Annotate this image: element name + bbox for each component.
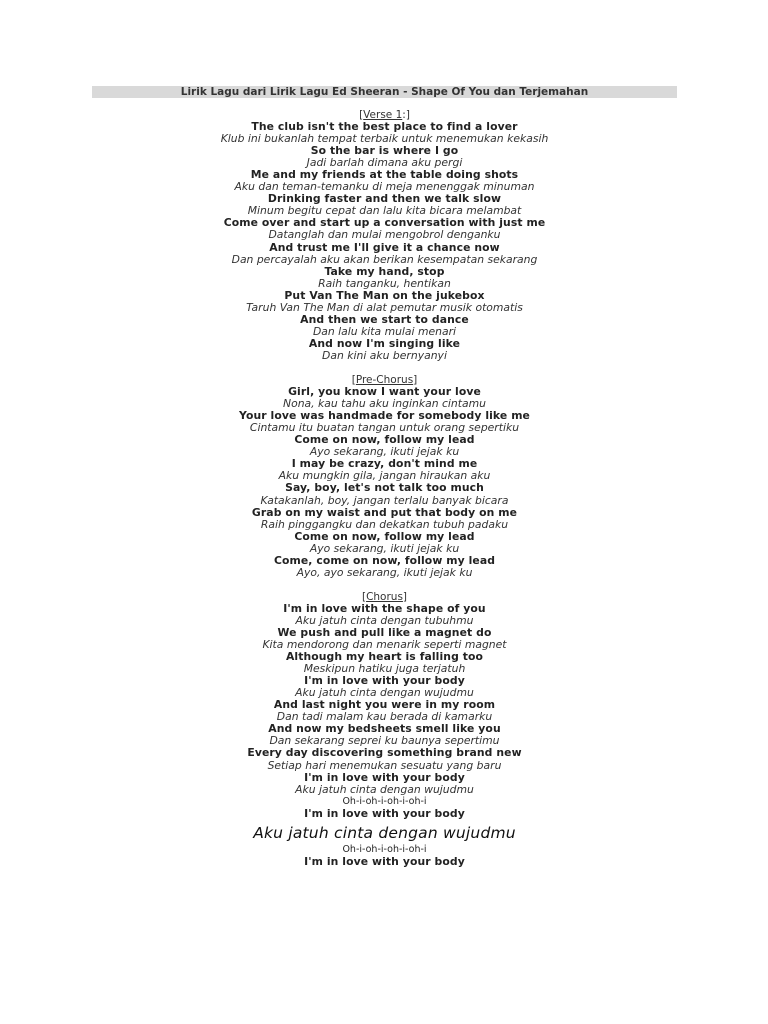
lyric-line-en: Come over and start up a conversation with just me [223, 216, 546, 230]
lyric-line-en: And now I'm singing like [308, 336, 461, 350]
lyric-line-translation: Dan sekarang seprei ku baunya sepertimu [269, 734, 500, 748]
lyric-line-en: I'm in love with the shape of you [283, 601, 486, 615]
lyric-line-en: I may be crazy, don't mind me [291, 457, 478, 471]
lyric-line-en: Grab on my waist and put that body on me [251, 505, 518, 519]
lyric-line-en: We push and pull like a magnet do [277, 626, 492, 640]
lyric-line-translation: Aku jatuh cinta dengan tubuhmu [295, 613, 474, 627]
lyric-line-translation: Aku jatuh cinta dengan wujudmu [295, 782, 474, 796]
lyric-line-translation: Aku mungkin gila, jangan hiraukan aku [278, 469, 491, 483]
lyric-line-en: Come on now, follow my lead [294, 529, 475, 543]
section-heading-pre-chorus: [Pre-Chorus] [351, 374, 418, 387]
lyric-line-en: I'm in love with your body [304, 854, 465, 868]
lyric-line-translation: Datanglah dan mulai mengobrol denganku [268, 228, 501, 242]
section-name: Pre-Chorus [355, 374, 414, 387]
document-title: Lirik Lagu dari Lirik Lagu Ed Sheeran - Shape Of You dan Terjemahan [92, 86, 677, 98]
lyric-line-translation: Klub ini bukanlah tempat terbaik untuk menemukan kekasih [220, 132, 549, 146]
lyric-line-translation: Aku jatuh cinta dengan wujudmu [295, 686, 474, 700]
lyrics-body [92, 109, 677, 868]
lyric-line-en: So the bar is where I go [310, 144, 459, 158]
lyric-line-en: Take my hand, stop [324, 264, 445, 278]
lyric-line-translation: Taruh Van The Man di alat pemutar musik otomatis [246, 300, 523, 314]
lyric-line-translation: Ayo, ayo sekarang, ikuti jejak ku [296, 565, 473, 579]
section-heading-chorus: [Chorus] [361, 590, 408, 603]
lyric-line-translation: Ayo sekarang, ikuti jejak ku [309, 541, 460, 555]
lyric-line-translation: Aku dan teman-temanku di meja menenggak minuman [234, 180, 535, 194]
lyric-line-en: Me and my friends at the table doing shots [250, 168, 519, 182]
lyric-line-en: I'm in love with your body [304, 806, 465, 820]
lyric-line-en: And now my bedsheets smell like you [268, 722, 501, 736]
lyric-line-translation: Kita mendorong dan menarik seperti magnet [262, 638, 507, 652]
lyric-line-translation: Meskipun hatiku juga terjatuh [303, 662, 466, 676]
lyric-line-en: I'm in love with your body [304, 674, 465, 688]
lyric-line-translation: Ayo sekarang, ikuti jejak ku [309, 445, 460, 459]
section-spacer [92, 579, 677, 591]
lyric-line-en: Drinking faster and then we talk slow [267, 192, 502, 206]
lyric-line-en: Girl, you know I want your love [288, 385, 481, 399]
lyric-line-translation: Katakanlah, boy, jangan terlalu banyak bicara [260, 493, 509, 507]
lyric-line-en: Come, come on now, follow my lead [273, 553, 496, 567]
section-heading-verse-1: [Verse 1:] [359, 109, 410, 121]
lyric-line-en: And last night you were in my room [273, 698, 496, 712]
lyric-line-translation: Minum begitu cepat dan lalu kita bicara melambat [247, 204, 522, 218]
section-spacer [92, 362, 677, 374]
lyric-line-translation: Dan percayalah aku akan berikan kesempatan sekarang [231, 252, 538, 266]
lyric-line-en: Put Van The Man on the jukebox [284, 288, 485, 302]
lyric-line-en: Although my heart is falling too [285, 650, 484, 664]
vocal-line: Oh-i-oh-i-oh-i-oh-i [342, 843, 427, 855]
lyric-line-en: Say, boy, let's not talk too much [285, 481, 484, 495]
lyric-line-translation: Dan lalu kita mulai menari [312, 324, 457, 338]
lyric-line-en: Your love was handmade for somebody like me [239, 409, 530, 423]
lyric-line-en: Come on now, follow my lead [294, 433, 475, 447]
lyric-line-en: And trust me I'll give it a chance now [269, 240, 500, 254]
lyric-line-en: The club isn't the best place to find a lover [251, 120, 518, 134]
lyric-line-translation: Setiap hari menemukan sesuatu yang baru [267, 758, 502, 772]
section-name: Verse 1 [363, 109, 403, 121]
section-name: Chorus [366, 590, 403, 603]
lyric-line-en: I'm in love with your body [304, 770, 465, 784]
lyric-line-translation: Jadi barlah dimana aku pergi [306, 156, 463, 170]
lyric-line-translation: Dan tadi malam kau berada di kamarku [276, 710, 493, 724]
lyric-line-translation: Raih tanganku, hentikan [318, 276, 451, 290]
lyric-line-en: And then we start to dance [300, 312, 469, 326]
vocal-line: Oh-i-oh-i-oh-i-oh-i [342, 795, 427, 807]
lyric-line-translation: Nona, kau tahu aku inginkan cintamu [283, 397, 486, 411]
lyric-line-translation-large: Aku jatuh cinta dengan wujudmu [253, 823, 516, 842]
lyric-line-translation: Raih pinggangku dan dekatkan tubuh padaku [260, 517, 509, 531]
lyric-line-en: Every day discovering something brand new [247, 746, 522, 760]
lyric-line-translation: Cintamu itu buatan tangan untuk orang sepertiku [249, 421, 520, 435]
lyric-line-translation: Dan kini aku bernyanyi [322, 348, 447, 362]
section-suffix: : [402, 109, 406, 121]
